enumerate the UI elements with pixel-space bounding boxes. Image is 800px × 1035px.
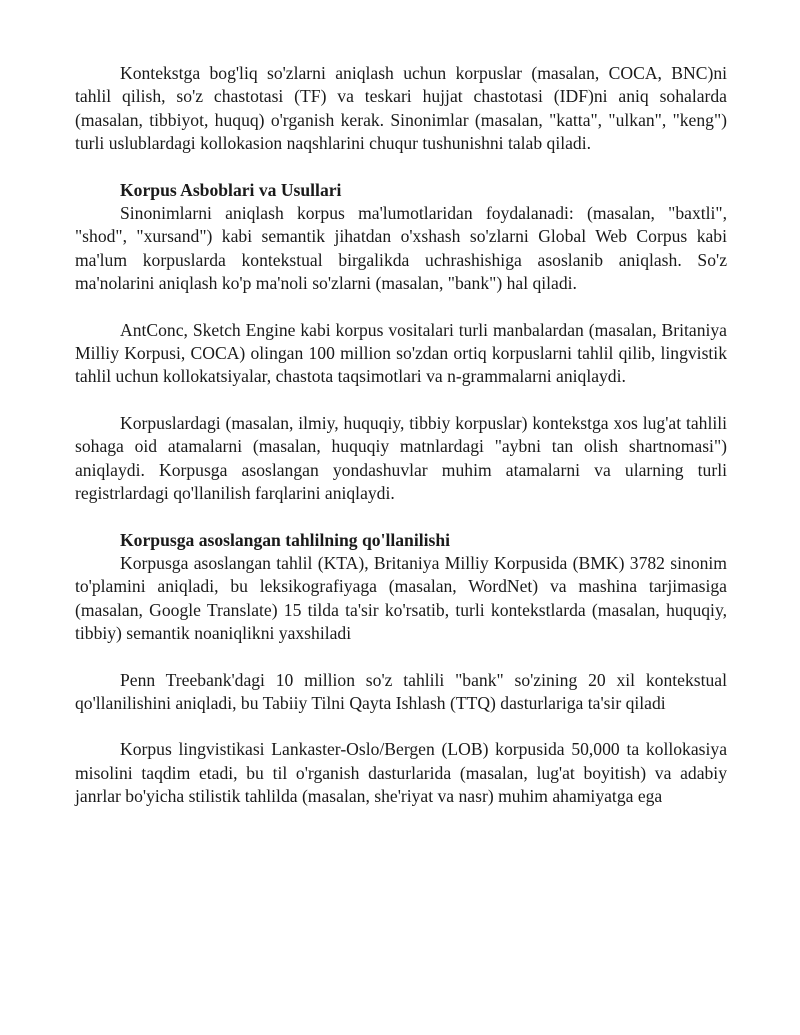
- paragraph-intro: Kontekstga bog'liq so'zlarni aniqlash uchun korpuslar (masalan, COCA, BNC)ni tahlil qilish, so'z chastotasi (TF) va teskari hujjat chastotasi (IDF)ni aniq sohalarda (masalan, tibbiyot, huquq) o'rganish kerak. Sinonimlar (masalan, "katta", "ulkan", "keng") turli uslublardagi kollokasion naqshlarini chuqur tushunishni talab qiladi.: [75, 63, 727, 154]
- heading-qollanilishi: Korpusga asoslangan tahlilning qo'llanilishi: [120, 529, 451, 550]
- paragraph-gap: [75, 156, 727, 179]
- paragraph-gap: [75, 715, 727, 738]
- paragraph-lob: Korpus lingvistikasi Lankaster-Oslo/Bergen (LOB) korpusida 50,000 ta kollokasiya misolini taqdim etadi, bu til o'rganish dasturlarida (masalan, lug'at boyitish) va adabiy janrlar bo'yicha stilistik tahlilda (masalan, she'riyat va nasr) muhim ahamiyatga ega: [75, 739, 727, 807]
- paragraph-gap: [75, 646, 727, 669]
- paragraph-gap: [75, 389, 727, 412]
- document-page: [75, 62, 727, 809]
- paragraph-penn-treebank: Penn Treebank'dagi 10 million so'z tahlili "bank" so'zining 20 xil kontekstual qo'llanilishini aniqladi, bu Tabiiy Tilni Qayta Ishlash (TTQ) dasturlariga ta'sir qiladi: [75, 669, 727, 713]
- heading-korpus-asboblari: Korpus Asboblari va Usullari: [120, 179, 342, 200]
- paragraph-antconc: AntConc, Sketch Engine kabi korpus vositalari turli manbalardan (masalan, Britaniya Milliy Korpusi, COCA) olingan 100 million so'zdan ortiq korpuslarni tahlil qilib, lingvistik tahlil uchun kollokatsiyalar, chastota taqsimotlari va n-grammalarni aniqlaydi.: [75, 319, 727, 387]
- paragraph-korpuslardagi: Korpuslardagi (masalan, ilmiy, huquqiy, tibbiy korpuslar) kontekstga xos lug'at tahlili sohaga oid atamalarni (masalan, huquqiy matnlardagi "aybni tan olish shartnomasi") aniqlaydi. Korpusga asoslangan yondashuvlar muhim atamalarni va ularning turli registrlardagi qo'llanilish farqlarini aniqlaydi.: [75, 412, 727, 504]
- paragraph-kta: Korpusga asoslangan tahlil (KTA), Britaniya Milliy Korpusida (BMK) 3782 sinonim to'plamini aniqladi, bu leksikografiyaga (masalan, WordNet) va mashina tarjimasiga (masalan, Google Translate) 15 tilda ta'sir ko'rsatib, turli kontekstlarda (masalan, huquqiy, tibbiy) semantik noaniqlikni yaxshiladi: [75, 552, 727, 644]
- paragraph-gap: [75, 506, 727, 529]
- paragraph-gap: [75, 296, 727, 319]
- paragraph-sinonimlar: Sinonimlarni aniqlash korpus ma'lumotlaridan foydalanadi: (masalan, "baxtli", "shod", "xursand") kabi semantik jihatdan o'xshash so'zlarni Global Web Corpus kabi ma'lum korpuslarda kontekstual birgalikda uchrashishiga asoslanib aniqlash. So'z ma'nolarini aniqlash ko'p ma'noli so'zlarni (masalan, "bank") hal qiladi.: [75, 203, 727, 294]
